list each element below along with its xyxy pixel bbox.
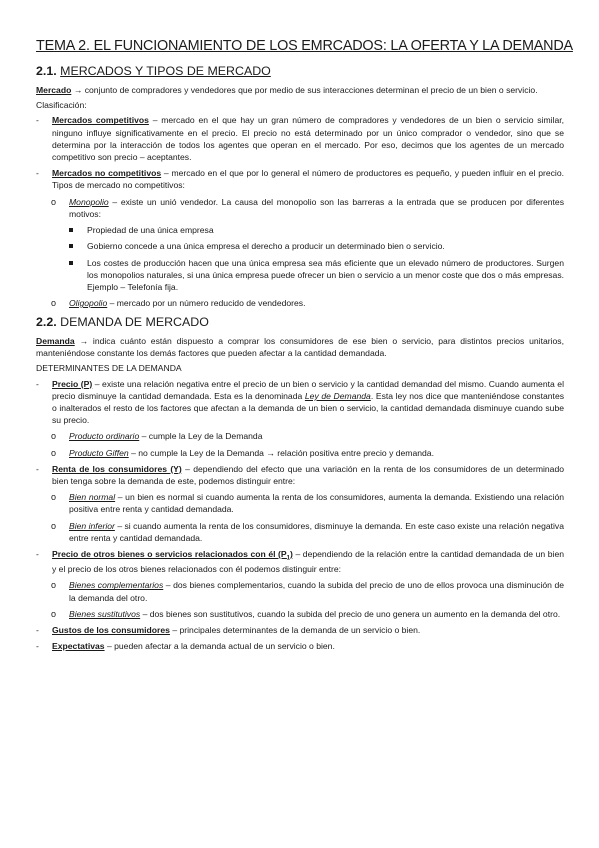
item-text: – no cumple la Ley de la Demanda → relación positiva entre precio y demanda. [131, 447, 434, 458]
list-item-gustos [36, 624, 564, 636]
definition-text: → indica cuánto están dispuesto a comprar los consumidores de ese bien o servicio, para distintos precios unitarios, manteniéndose constante los demás factores que pueden afectar a la cantidad demandada. [36, 335, 564, 359]
classification-label: Clasificación: [36, 100, 87, 111]
list-item-monopolio [36, 196, 564, 220]
definition-text: → conjunto de compradores y vendedores que por medio de sus interacciones determinan el precio de un bien o servicio. [73, 85, 538, 96]
term: Mercados no competitivos [52, 168, 162, 179]
list-item-producto-ordinario [36, 430, 564, 442]
term: Bienes complementarios [69, 580, 164, 591]
term: Mercados competitivos [52, 115, 149, 126]
list-item-producto-giffen [36, 447, 564, 459]
term: Bien normal [69, 492, 116, 503]
item-text: – mercado por un número reducido de vendedores. [109, 298, 306, 309]
term: Mercado [36, 85, 72, 96]
dash-marker: - [36, 168, 39, 179]
item-text: Gobierno concede a una única empresa el derecho a producir un determinado bien o servicio. [87, 241, 445, 252]
list-item-no-competitivos [36, 167, 564, 191]
term-text: Precio de otros bienes o servicios relacionados con él (P [52, 548, 287, 559]
term: Bien inferior [69, 520, 115, 531]
definition-mercado [36, 84, 564, 96]
definition-demanda [36, 335, 564, 359]
document-page [36, 36, 573, 656]
term: Demanda [36, 335, 75, 346]
item-text: – existe un unió vendedor. La causa del monopolio son las barreras a la entrada que se producen por diferentes motivos: [69, 196, 565, 219]
section-heading-2-1 [36, 63, 564, 81]
circle-marker: o [51, 431, 57, 442]
term: Producto Giffen [69, 447, 129, 458]
determinantes-label: DETERMINANTES DE LA DEMANDA [36, 363, 182, 374]
list-item-reason [36, 224, 564, 236]
dash-marker: - [36, 378, 39, 389]
dash-marker: - [36, 641, 39, 652]
circle-marker: o [51, 580, 57, 591]
list-item-sustitutivos [36, 608, 564, 620]
dash-marker: - [36, 625, 39, 636]
item-text: – dependiendo de la relación entre la cantidad demandada de un bien y el precio de los otros bienes relacionados con él podemos distinguir entre: [52, 548, 565, 575]
circle-marker: o [51, 298, 57, 309]
circle-marker: o [51, 196, 57, 207]
item-text: – mercado en el que hay un gran número de compradores y vendedores de un bien o servicio similar, ninguno influye significativamente en el precio. El precio no está determinado por un único comprador o vendedor, sino que se determina por la interacción de todos los agentes que operan en el mercado. Por eso, decimos que los agentes de un mercado competitivo son precio – aceptantes. [52, 115, 565, 163]
circle-marker: o [51, 520, 57, 531]
ley-demanda: Ley de Demanda [304, 390, 371, 401]
item-text: – principales determinantes de la demanda de un servicio o bien. [172, 625, 421, 636]
section-number: 2.1. [36, 64, 57, 79]
square-bullet [69, 228, 73, 232]
list-item-reason [36, 240, 564, 252]
list-item-complementarios [36, 579, 564, 603]
dash-marker: - [36, 115, 39, 126]
circle-marker: o [51, 492, 57, 503]
term: Renta de los consumidores (Y) [52, 463, 182, 474]
section-title: MERCADOS Y TIPOS DE MERCADO [60, 64, 271, 79]
item-text: – dependiendo del efecto que una variación en la renta de los consumidores de un determinado bien tenga sobre la demanda de este, podemos distinguir entre: [52, 463, 565, 486]
list-item-reason [36, 257, 564, 294]
item-text: – dos bienes complementarios, cuando la subida del precio de uno de ellos provoca una disminución de la demanda del otro. [69, 580, 565, 603]
item-text: . Esta ley nos dice que manteniéndose constantes o inalterados el resto de los factores que afectan a la demanda de un bien o servicio, la cantidad demandada disminuye cuando sube su precio. [52, 390, 565, 426]
section-number: 2.2. [36, 315, 57, 330]
page-title: TEMA 2. EL FUNCIONAMIENTO DE LOS EMRCADOS: LA OFERTA Y LA DEMANDA [36, 38, 573, 54]
item-text: Los costes de producción hacen que una única empresa sea más eficiente que un elevado número de productores. Surgen los monopolios naturales, si una única empresa puede ofrecer un bien o servicio a un menor coste que dos o más empresas. Ejemplo – Telefonía fija. [87, 257, 564, 292]
list-item-expectativas [36, 640, 564, 652]
item-text: – mercado en el que por lo general el número de productores es pequeño, y pueden influir en el precio. Tipos de mercado no competitivos: [52, 168, 565, 191]
square-bullet [69, 244, 73, 248]
item-text: – dos bienes son sustitutivos, cuando la subida del precio de uno genera un aumento en la demanda del otro. [142, 608, 561, 619]
term: Monopolio [69, 196, 109, 207]
term [52, 548, 293, 562]
list-item-precio [36, 378, 564, 427]
circle-marker: o [51, 608, 57, 619]
item-text: – un bien es normal si cuando aumenta la renta de los consumidores, aumenta la demanda. Existiendo una relación positiva entre renta y cantidad demandada. [69, 492, 565, 515]
section-heading-2-2 [36, 314, 564, 332]
square-bullet [69, 261, 73, 265]
term: Precio (P) [52, 378, 93, 389]
subscript: 1 [286, 555, 290, 562]
term: Oligopolio [69, 298, 108, 309]
section-title: DEMANDA DE MERCADO [60, 315, 209, 330]
list-item-renta [36, 463, 564, 487]
item-text: Propiedad de una única empresa [87, 225, 214, 236]
list-item-otros-bienes [36, 548, 564, 575]
term: Gustos de los consumidores [52, 625, 170, 636]
circle-marker: o [51, 447, 57, 458]
dash-marker: - [36, 548, 39, 559]
item-text: – existe una relación negativa entre el precio de un bien o servicio y la cantidad demandad del mismo. Cuando aumenta el precio disminuye la cantidad demandada. Esta es la denominada [52, 378, 564, 401]
item-text: – pueden afectar a la demanda actual de un servicio o bien. [106, 641, 335, 652]
dash-marker: - [36, 463, 39, 474]
item-text: – si cuando aumenta la renta de los consumidores, disminuye la demanda. En este caso existe una relación negativa entre renta y cantidad demandada. [69, 520, 565, 543]
list-item-bien-inferior [36, 520, 564, 544]
list-item-oligopolio [36, 297, 564, 309]
term-close: ) [290, 548, 293, 559]
term: Bienes sustitutivos [69, 608, 141, 619]
item-text: – cumple la Ley de la Demanda [141, 431, 263, 442]
term: Expectativas [52, 641, 105, 652]
term: Producto ordinario [69, 431, 140, 442]
list-item-competitivos [36, 114, 564, 163]
list-item-bien-normal [36, 491, 564, 515]
